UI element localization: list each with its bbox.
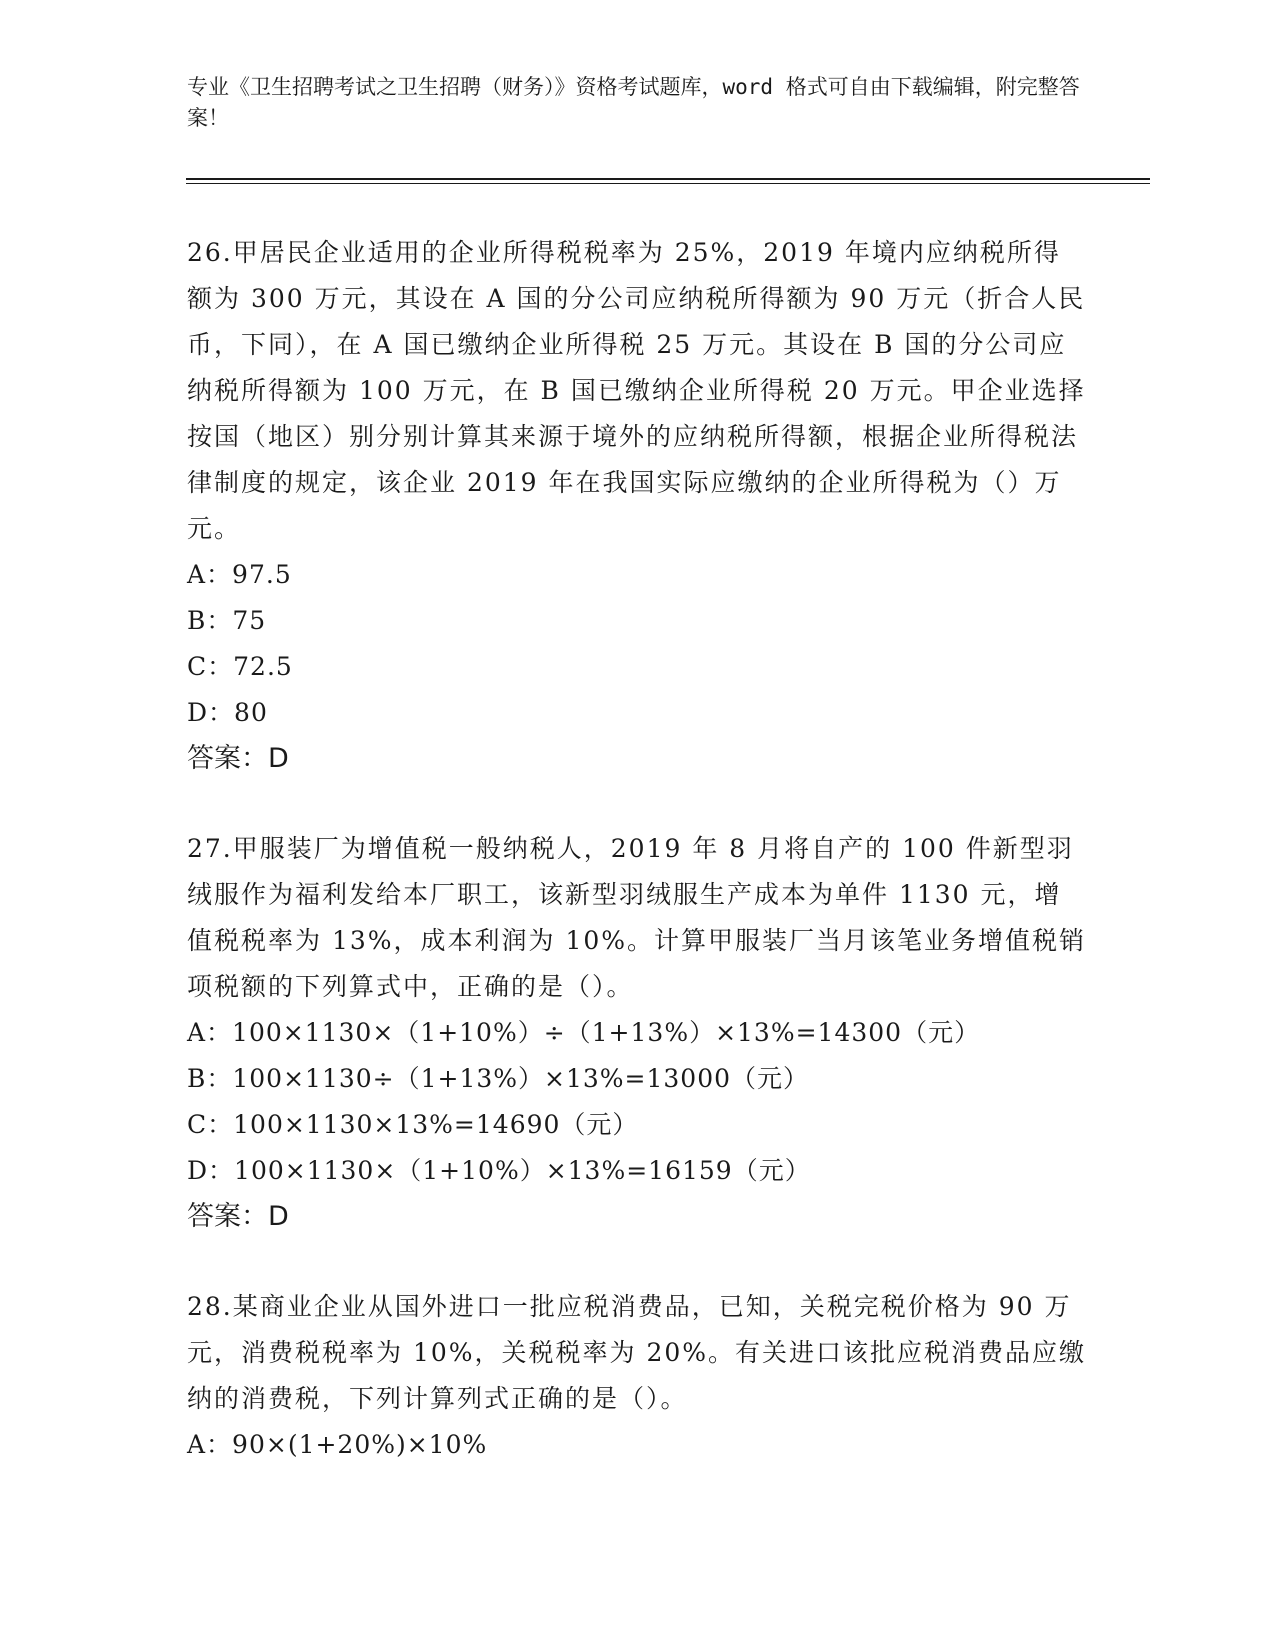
question-26 — [187, 230, 1087, 782]
header-divider-thin — [186, 183, 1150, 184]
option-a: A：100×1130×（1+10%）÷（1+13%）×13%=14300（元） — [187, 1018, 981, 1047]
question-stem: 26.甲居民企业适用的企业所得税税率为 25%，2019 年境内应纳税所得额为 300 万元，其设在 A 国的分公司应纳税所得额为 90 万元（折合人民币，下同），在 A 国已缴纳企业所得税 25 万元。其设在 B 国的分公司应纳税所得额为 100 万元，在 B 国已缴纳企业所得税 20 万元。甲企业选择按国（地区）别分别计算其来源于境外的应纳税所得额，根据企业所得税法律制度的规定，该企业 2019 年在我国实际应缴纳的企业所得税为（）万元。 — [187, 238, 1086, 543]
question-list — [187, 230, 1087, 1468]
option-d: D：100×1130×（1+10%）×13%=16159（元） — [187, 1156, 811, 1185]
question-27 — [187, 826, 1087, 1240]
question-spacer — [187, 1240, 1087, 1284]
option-c: C：100×1130×13%=14690（元） — [187, 1110, 639, 1139]
option-a: A：97.5 — [187, 560, 292, 589]
answer-label: 答案：D — [187, 743, 289, 774]
option-d: D：80 — [187, 698, 268, 727]
question-stem: 28.某商业企业从国外进口一批应税消费品，已知，关税完税价格为 90 万元，消费税税率为 10%，关税税率为 20%。有关进口该批应税消费品应缴纳的消费税，下列计算列式正确的是（）。 — [187, 1292, 1087, 1413]
document-header — [187, 72, 1087, 134]
question-stem: 27.甲服装厂为增值税一般纳税人，2019 年 8 月将自产的 100 件新型羽绒服作为福利发给本厂职工，该新型羽绒服生产成本为单件 1130 元，增值税税率为 13%，成本利润为 10%。计算甲服装厂当月该笔业务增值税销项税额的下列算式中，正确的是（）。 — [187, 834, 1087, 1001]
option-c: C：72.5 — [187, 652, 293, 681]
header-text: 专业《卫生招聘考试之卫生招聘（财务）》资格考试题库，word 格式可自由下载编辑，附完整答案！ — [187, 75, 1080, 130]
answer-label: 答案：D — [187, 1201, 289, 1232]
question-28 — [187, 1284, 1087, 1468]
option-b: B：75 — [187, 606, 267, 635]
question-spacer — [187, 782, 1087, 826]
option-a: A：90×(1+20%)×10% — [187, 1430, 488, 1459]
header-divider — [186, 178, 1150, 180]
option-b: B：100×1130÷（1+13%）×13%=13000（元） — [187, 1064, 810, 1093]
